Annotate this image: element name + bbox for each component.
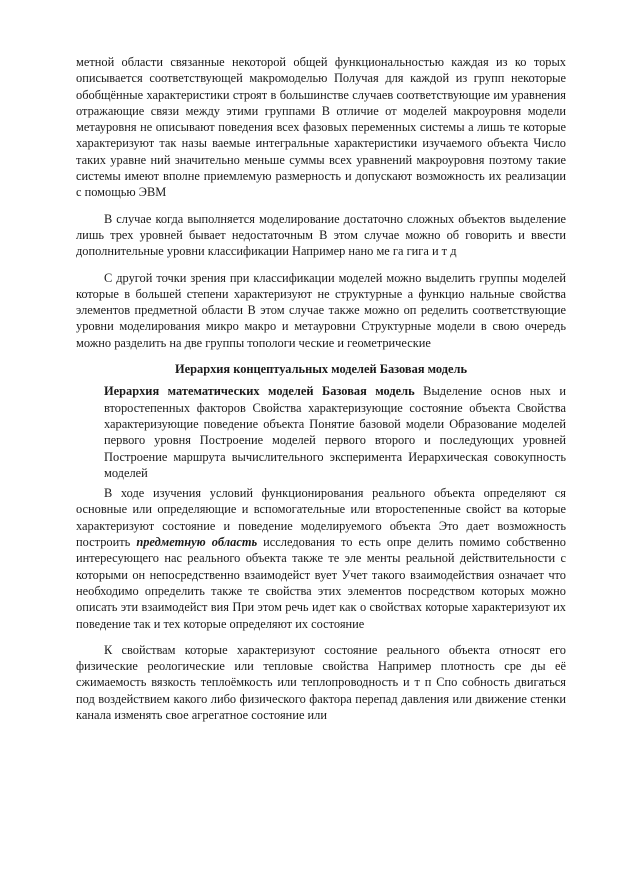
paragraph-1: метной области связанные некоторой общей функциональностью каждая из ко торых описывается соответствующей макромоделью Получая для каждой из групп некоторые обобщённые характеристики строят в большинстве случаев соответствующие им уравнения отражающие связи между этими группами В отличие от моделей макроуровня модели метауровня не описывают поведения всех фазовых переменных системы а лишь те которые характеризуют так назы ваемые интегральные характеристики изучаемого объекта Число таких уравне ний значительно меньше суммы всех уравнений макроуровня поэтому такие системы имеют вполне приемлемую размерность и допускают возможность их реализации с помощью ЭВМ [76,55,566,200]
section-heading: Иерархия концептуальных моделей Базовая модель [174,362,468,377]
paragraph-5: К свойствам которые характеризуют состояние реального объекта относят его физические реологические или тепловые свойства Например плотность сре ды её сжимаемость вязкость теплоёмкость или теплопроводность и т п Спо собность двигаться под воздействием какого либо физического фактора перепад давления или движение стенки канала изменять свое агрегатное состояние или [76,642,566,722]
paragraph-4-part-a: В ходе изучения условий функционирования реального объекта определяют ся основные или определяющие и вспомогательные или второстепенные свойст ва которые характеризуют состояние и поведение моделируемого объекта Это дает возможность построить [76,486,566,550]
hierarchy-summary-lead: Иерархия математических моделей Базовая модель [104,384,415,399]
document-page [76,54,566,723]
paragraph-4-part-b: исследования то есть опре делить помимо собственно интересующего нас реального объекта также те эле менты реальной действительности с которыми он непосредственно взаимодейст вует Учет такого взаимодействия означает что необходимо определить также те свойства этих элементов посредством которых можно описать эти взаимодейст вия При этом речь идет как о свойствах которые характеризуют их поведение так и тех которые определяют их состояние [76,535,566,631]
paragraph-4 [76,485,566,632]
hierarchy-summary-rest: Выделение основ ных и второстепенных факторов Свойства характеризующие состояние объекта Свойства характеризующие поведение объекта Понятие базовой модели Образование моделей первого уровня Построение моделей первого второго и последующих уровней Построение маршрута вычислительного эксперимента Иерархическая совокупность моделей [104,384,566,480]
hierarchy-summary [76,383,566,481]
paragraph-3: С другой точки зрения при классификации моделей можно выделить группы моделей которые в большей степени характеризуют не структурные а функцио нальные свойства элементов предметной области В этом случае также можно оп ределить соответствующие уровни моделирования микро макро и метауровни Структурные модели в свою очередь можно разделить на две группы топологи ческие и геометрические [76,270,566,350]
paragraph-4-emphasis: предметную область [136,535,258,550]
paragraph-2: В случае когда выполняется моделирование достаточно сложных объектов выделение лишь трех уровней бывает недостаточным В этом случае можно об говорить и ввести дополнительные уровни классификации Например нано ме га гига и т д [76,211,566,259]
